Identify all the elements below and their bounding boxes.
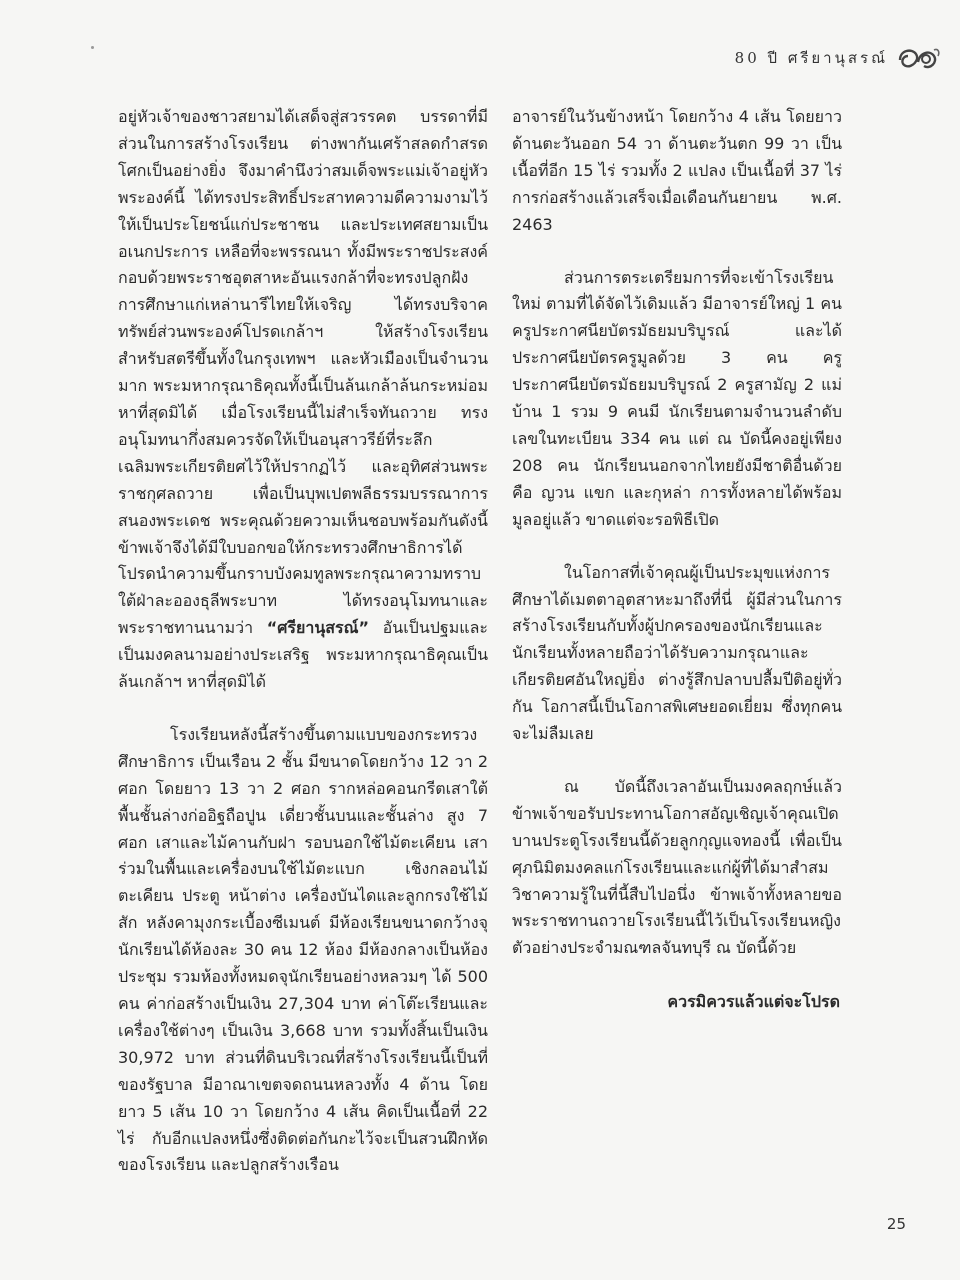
page-header xyxy=(735,44,942,72)
right-paragraph-2: ส่วนการตระเตรียมการที่จะเข้าโรงเรียนใหม่ ตามที่ได้จัดไว้เดิมแล้ว มีอาจารย์ใหญ่ 1 คน ครูประกาศนียบัตรมัธยมบริบูรณ์ และได้ประกาศนียบัตรครูมูลด้วย 3 คน ครูประกาศนียบัตรมัธยมบริบูรณ์ 2 ครูสามัญ 2 แม่บ้าน 1 รวม 9 คนมี นักเรียนตามจำนวนลำดับเลขในทะเบียน 334 คน แต่ ณ บัดนี้คงอยู่เพียง 208 คน นักเรียนนอกจากไทยยังมีชาติอื่นด้วย คือ ญวน แขก และกุหล่า การทั้งหลายได้พร้อมมูลอยู่แล้ว ขาดแต่จะรอพิธีเปิด xyxy=(512,267,842,529)
right-paragraph-3: ในโอกาสที่เจ้าคุณผู้เป็นประมุขแห่งการศึกษาได้เมตตาอุตสาหะมาถึงที่นี่ ผู้มีส่วนในการสร้างโรงเรียนกับทั้งผู้ปกครองของนักเรียนและนักเรียนทั้งหลายถือว่าได้รับความกรุณาและเกียรติยศอันใหญ่ยิ่ง ต่างรู้สึกปลาบปลื้มปีติอยู่ทั่วกัน โอกาสนี้เป็นโอกาสพิเศษยอดเยี่ยม ซึ่งทุกคนจะไม่ลืมเลย xyxy=(512,562,842,744)
header-title: 80 ปี ศรียานุสรณ์ xyxy=(734,49,888,67)
right-paragraph-4: ณ บัดนี้ถึงเวลาอันเป็นมงคลฤกษ์แล้ว ข้าพเจ้าขอรับประทานโอกาสอัญเชิญเจ้าคุณเปิดบานประตูโรงเรียนนี้ด้วยลูกกุญแจทองนี้ เพื่อเป็นศุภนิมิตมงคลแก่โรงเรียนและแก่ผู้ที่ได้มาสำสมวิชาความรู้ในที่นี้สืบไปอนึ่ง ข้าพเจ้าทั้งหลายขอพระราชทานถวายโรงเรียนนี้ไว้เป็นโรงเรียนหญิงตัวอย่างประจำมณฑลจันทบุรี ณ บัดนี้ด้วย xyxy=(512,776,842,958)
left-paragraph-1: อยู่หัวเจ้าของชาวสยามได้เสด็จสู่สวรรคต บรรดาที่มีส่วนในการสร้างโรงเรียน ต่างพากันเศร้าสลดกำสรดโศกเป็นอย่างยิ่ง จึงมาคำนึงว่าสมเด็จพระแม่เจ้าอยู่หัวพระองค์นี้ ได้ทรงประสิทธิ์ประสาทความดีความงามไว้ให้เป็นประโยชน์แก่ประชาชน และประเทศสยามเป็นอเนกประการ เหลือที่จะพรรณนา ทั้งมีพระราชประสงค์กอบด้วยพระราชอุตสาหะอันแรงกล้าที่จะทรงปลูกฝังการศึกษาแก่เหล่านารีไทยให้เจริญ ได้ทรงบริจาคทรัพย์ส่วนพระองค์โปรดเกล้าฯ ให้สร้างโรงเรียนสำหรับสตรีขึ้นทั้งในกรุงเทพฯ และหัวเมืองเป็นจำนวนมาก พระมหากรุณาธิคุณทั้งนี้เป็นล้นเกล้าล้นกระหม่อม หาที่สุดมิได้ เมื่อโรงเรียนนี้ไม่สำเร็จทันถวาย ทรงอนุโมทนากึ่งสมควรจัดให้เป็นอนุสาวรีย์ที่ระลึก เฉลิมพระเกียรติยศไว้ให้ปรากฏไว้ และอุทิศส่วนพระราชกุศลถวาย เพื่อเป็นบุพเปตพลีธรรมบรรณาการ สนองพระเดช พระคุณด้วยความเห็นชอบพร้อมกันดังนี้ ข้าพเจ้าจึงได้มีใบบอกขอให้กระทรวงศึกษาธิการได้โปรดนำความขึ้นกราบบังคมทูลพระกรุณาความทราบใต้ฝ่าละอองธุลีพระบาท ได้ทรงอนุโมทนาและพระราชทานนามว่า “ศรียานุสรณ์” อันเป็นปฐมและเป็นมงคลนามอย่างประเสริฐ พระมหากรุณาธิคุณเป็นล้นเกล้าฯ หาที่สุดมิได้ xyxy=(118,107,488,692)
anniversary-logo-icon xyxy=(896,44,942,72)
decorative-dot xyxy=(91,46,94,49)
right-paragraph-1: อาจารย์ในวันข้างหน้า โดยกว้าง 4 เส้น โดยยาวด้านตะวันออก 54 วา ด้านตะวันตก 99 วา เป็นเนื้อที่อีก 15 ไร่ รวมทั้ง 2 แปลง เป็นเนื้อที่ 37 ไร่ การก่อสร้างแล้วเสร็จเมื่อเดือนกันยายน พ.ศ. 2463 xyxy=(512,107,842,234)
right-column xyxy=(512,104,842,1016)
page-number: 25 xyxy=(886,1215,906,1233)
closing-line: ควรมิควรแล้วแต่จะโปรด xyxy=(667,992,840,1012)
left-column xyxy=(118,104,488,1179)
left-paragraph-2: โรงเรียนหลังนี้สร้างขึ้นตามแบบของกระทรวงศึกษาธิการ เป็นเรือน 2 ชั้น มีขนาดโดยกว้าง 12 วา 2 ศอก โดยยาว 13 วา 2 ศอก รากหล่อคอนกรีตเสาใต้พื้นชั้นล่างก่ออิฐถือปูน เดี่ยวชั้นบนและชั้นล่าง สูง 7 ศอก เสาและไม้คานกับฝา รอบนอกใช้ไม้ตะเคียน เสาร่วมในพื้นและเครื่องบนใช้ไม้ตะแบก เชิงกลอนไม้ตะเคียน ประตู หน้าต่าง เครื่องบันไดและลูกกรงใช้ไม้สัก หลังคามุงกระเบื้องซีเมนต์ มีห้องเรียนขนาดกว้างจุนักเรียนได้ห้องละ 30 คน 12 ห้อง มีห้องกลางเป็นห้องประชุม รวมห้องทั้งหมดจุนักเรียนอย่างหลวมๆ ได้ 500 คน ค่าก่อสร้างเป็นเงิน 27,304 บาท ค่าโต๊ะเรียนและเครื่องใช้ต่างๆ เป็นเงิน 3,668 บาท รวมทั้งสิ้นเป็นเงิน 30,972 บาท ส่วนที่ดินบริเวณที่สร้างโรงเรียนนี้เป็นที่ของรัฐบาล มีอาณาเขตจดถนนหลวงทั้ง 4 ด้าน โดยยาว 5 เส้น 10 วา โดยกว้าง 4 เส้น คิดเป็นเนื้อที่ 22 ไร่ กับอีกแปลงหนึ่งซึ่งติดต่อกันกะไว้จะเป็นสวนฝึกหัดของโรงเรียน และปลูกสร้างเรือน xyxy=(118,724,488,1175)
school-name: “ศรียานุสรณ์” xyxy=(266,618,369,638)
